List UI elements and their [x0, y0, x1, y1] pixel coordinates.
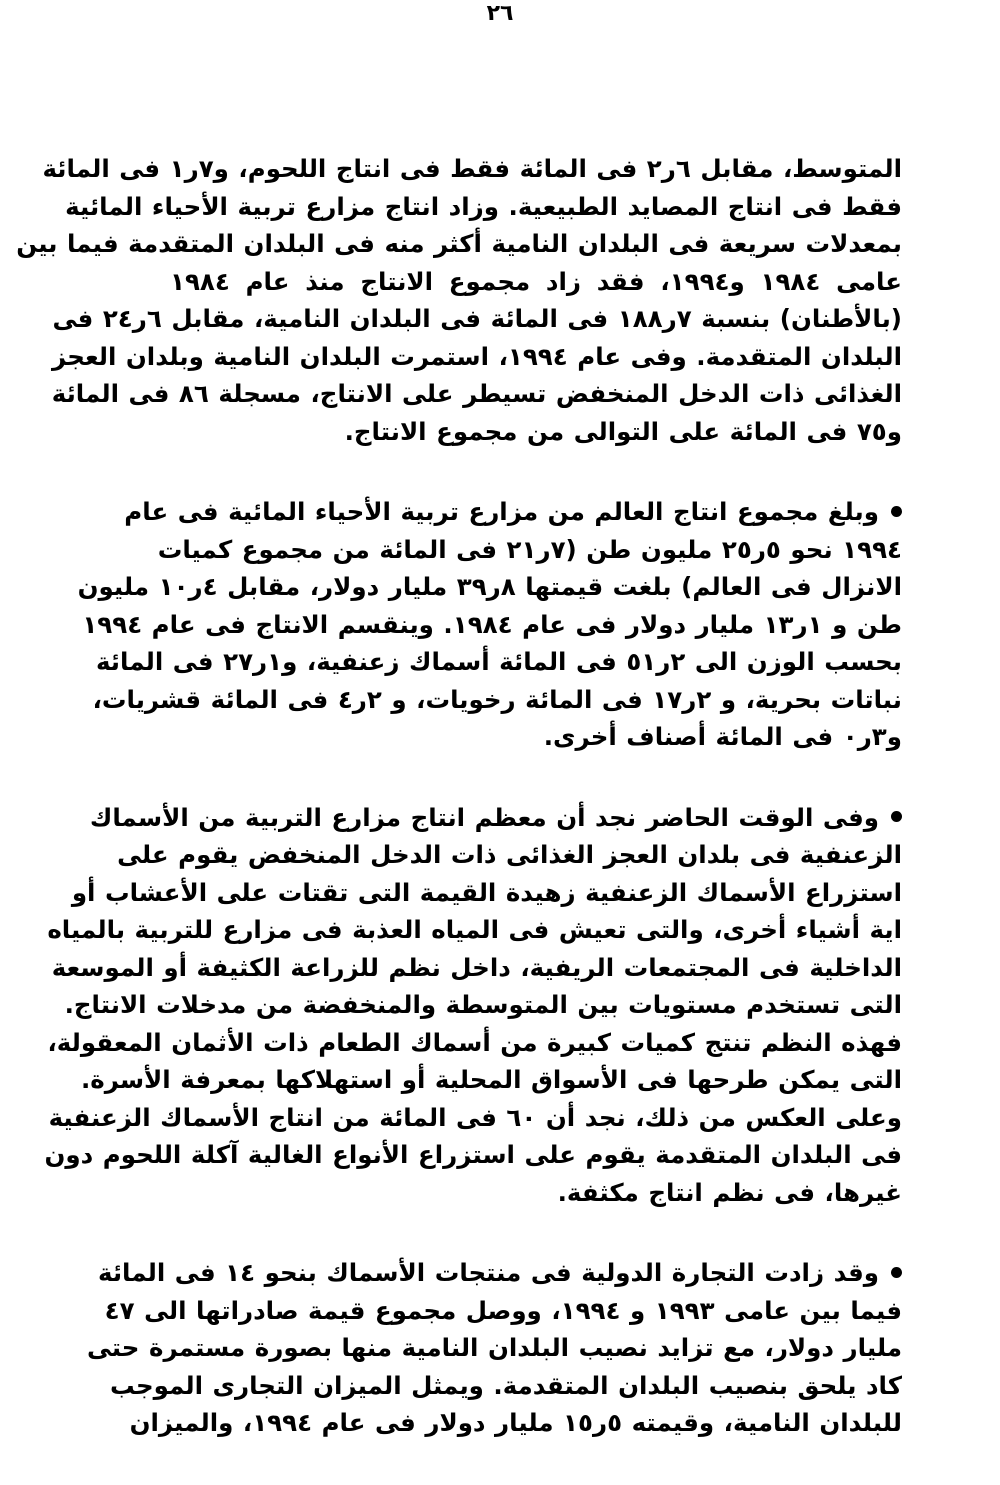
text-line	[170, 413, 902, 451]
line-text: وبلغ مجموع انتاج العالم من مزارع تربية الأحياء المائية فى عام	[124, 497, 879, 526]
line-text: التى تستخدم مستويات بين المتوسطة والمنخفضة من مدخلات الانتاج.	[64, 990, 902, 1019]
line-text: للبلدان النامية، وقيمته ٥ر١٥ مليار دولار فى عام ١٩٩٤، والميزان	[129, 1408, 902, 1437]
bullet-paragraph	[77, 493, 902, 756]
text-line	[80, 1061, 902, 1099]
text-line	[51, 949, 902, 987]
line-text: (بالأطنان) بنسبة ٧ر١٨٨ فى المائة فى البلدان النامية، مقابل ٦ر٢٤ فى	[52, 304, 902, 333]
line-text: البلدان المتقدمة. وفى عام ١٩٩٤، استمرت البلدان النامية وبلدان العجز	[52, 341, 902, 371]
text-line	[104, 1292, 902, 1330]
text-line	[48, 1099, 902, 1137]
text-line	[82, 606, 902, 644]
text-line	[47, 1024, 902, 1062]
line-text: فيما بين عامى ١٩٩٣ و ١٩٩٤، ووصل مجموع قيمة صادراتها الى ٤٧	[104, 1295, 902, 1325]
line-text: وعلى العكس من ذلك، نجد أن ٦٠ فى المائة من انتاج الأسماك الزعنفية	[48, 1102, 902, 1132]
line-text: الغذائى ذات الدخل المنخفض تسيطر على الانتاج، مسجلة ٨٦ فى المائة	[51, 379, 902, 408]
line-text: بمعدلات سريعة فى البلدان النامية أكثر منه فى البلدان المتقدمة فيما بين	[16, 229, 902, 258]
text-line	[64, 986, 902, 1024]
line-text: فقط فى انتاج المصايد الطبيعية. وزاد انتاج مزارع تربية الأحياء المائية	[65, 191, 902, 221]
text-line	[52, 300, 902, 338]
line-text: ١٩٩٤ نحو ٥ر٢٥ مليون طن (٧ر٢١ فى المائة من مجموع كميات	[157, 534, 902, 564]
line-text: مليار دولار، مع تزايد نصيب البلدان النامية منها بصورة مستمرة حتى	[87, 1333, 902, 1362]
line-text: طن و ١ر١٣ مليار دولار فى عام ١٩٨٤. وينقسم الانتاج فى عام ١٩٩٤	[82, 609, 902, 639]
text-line	[71, 874, 902, 912]
text-line	[44, 1136, 902, 1174]
line-text: غيرها، فى نظم انتاج مكثفة.	[557, 1177, 902, 1207]
text-line	[47, 911, 902, 949]
text-line	[170, 263, 902, 301]
line-text: فهذه النظم تنتج كميات كبيرة من أسماك الطعام ذات الأثمان المعقولة،	[47, 1027, 902, 1057]
text-line	[129, 1404, 902, 1442]
text-line	[87, 1329, 902, 1367]
line-text: نباتات بحرية، و ٢ر١٧ فى المائة رخويات، و ٢ر٤ فى المائة قشريات،	[92, 684, 902, 714]
bullet-icon	[891, 1267, 902, 1278]
text-line	[89, 799, 902, 837]
text-line	[52, 338, 902, 376]
text-line	[65, 188, 902, 226]
line-text: كاد يلحق بنصيب البلدان المتقدمة. ويمثل الميزان التجارى الموجب	[110, 1370, 902, 1400]
text-line	[97, 1254, 902, 1292]
bullet-paragraph	[87, 1254, 902, 1442]
text-line	[42, 150, 902, 188]
line-text: الداخلية فى المجتمعات الريفية، داخل نظم للزراعة الكثيفة أو الموسعة	[51, 952, 902, 982]
line-text: عامى ١٩٨٤ و١٩٩٤، فقد زاد مجموع الانتاج منذ عام ١٩٨٤	[170, 266, 902, 296]
line-text: وقد زادت التجارة الدولية فى منتجات الأسماك بنحو ١٤ فى المائة	[97, 1258, 879, 1287]
page-number: ٢٦	[486, 1, 514, 26]
line-text: اية أشياء أخرى، والتى تعيش فى المياه العذبة فى مزارع للتربية بالمياه	[47, 915, 902, 944]
text-line	[110, 1367, 902, 1405]
text-line	[157, 531, 902, 569]
text-line	[117, 836, 902, 874]
line-text: و٧٥ فى المائة على التوالى من مجموع الانتاج.	[344, 416, 902, 446]
line-text: وفى الوقت الحاضر نجد أن معظم انتاج مزارع التربية من الأسماك	[89, 802, 879, 832]
bullet-paragraph	[44, 799, 902, 1212]
text-line	[77, 568, 902, 606]
text-line	[124, 493, 902, 531]
paragraph	[16, 150, 902, 450]
bullet-icon	[891, 506, 902, 517]
text-line	[170, 718, 902, 756]
line-text: المتوسط، مقابل ٦ر٢ فى المائة فقط فى انتاج اللحوم، و٧ر١ فى المائة	[42, 154, 902, 183]
line-text: الزعنفية فى بلدان العجز الغذائى ذات الدخل المنخفض يقوم على	[117, 840, 902, 869]
text-line	[170, 1174, 902, 1212]
line-text: و٣ر٠ فى المائة أصناف أخرى.	[543, 722, 902, 751]
line-text: استزراع الأسماك الزعنفية زهيدة القيمة التى تقتات على الأعشاب أو	[71, 877, 902, 907]
text-line	[95, 643, 902, 681]
text-line	[16, 225, 902, 263]
bullet-icon	[891, 811, 902, 822]
line-text: فى البلدان المتقدمة يقوم على استزراع الأنواع الغالية آكلة اللحوم دون	[44, 1140, 902, 1169]
line-text: الانزال فى العالم) بلغت قيمتها ٨ر٣٩ مليار دولار، مقابل ٤ر١٠ مليون	[77, 572, 902, 601]
line-text: التى يمكن طرحها فى الأسواق المحلية أو استهلاكها بمعرفة الأسرة.	[80, 1065, 902, 1094]
page-body	[16, 150, 902, 1485]
text-line	[51, 375, 902, 413]
text-line	[92, 681, 902, 719]
line-text: بحسب الوزن الى ٢ر٥١ فى المائة أسماك زعنفية، و١ر٢٧ فى المائة	[95, 647, 902, 676]
